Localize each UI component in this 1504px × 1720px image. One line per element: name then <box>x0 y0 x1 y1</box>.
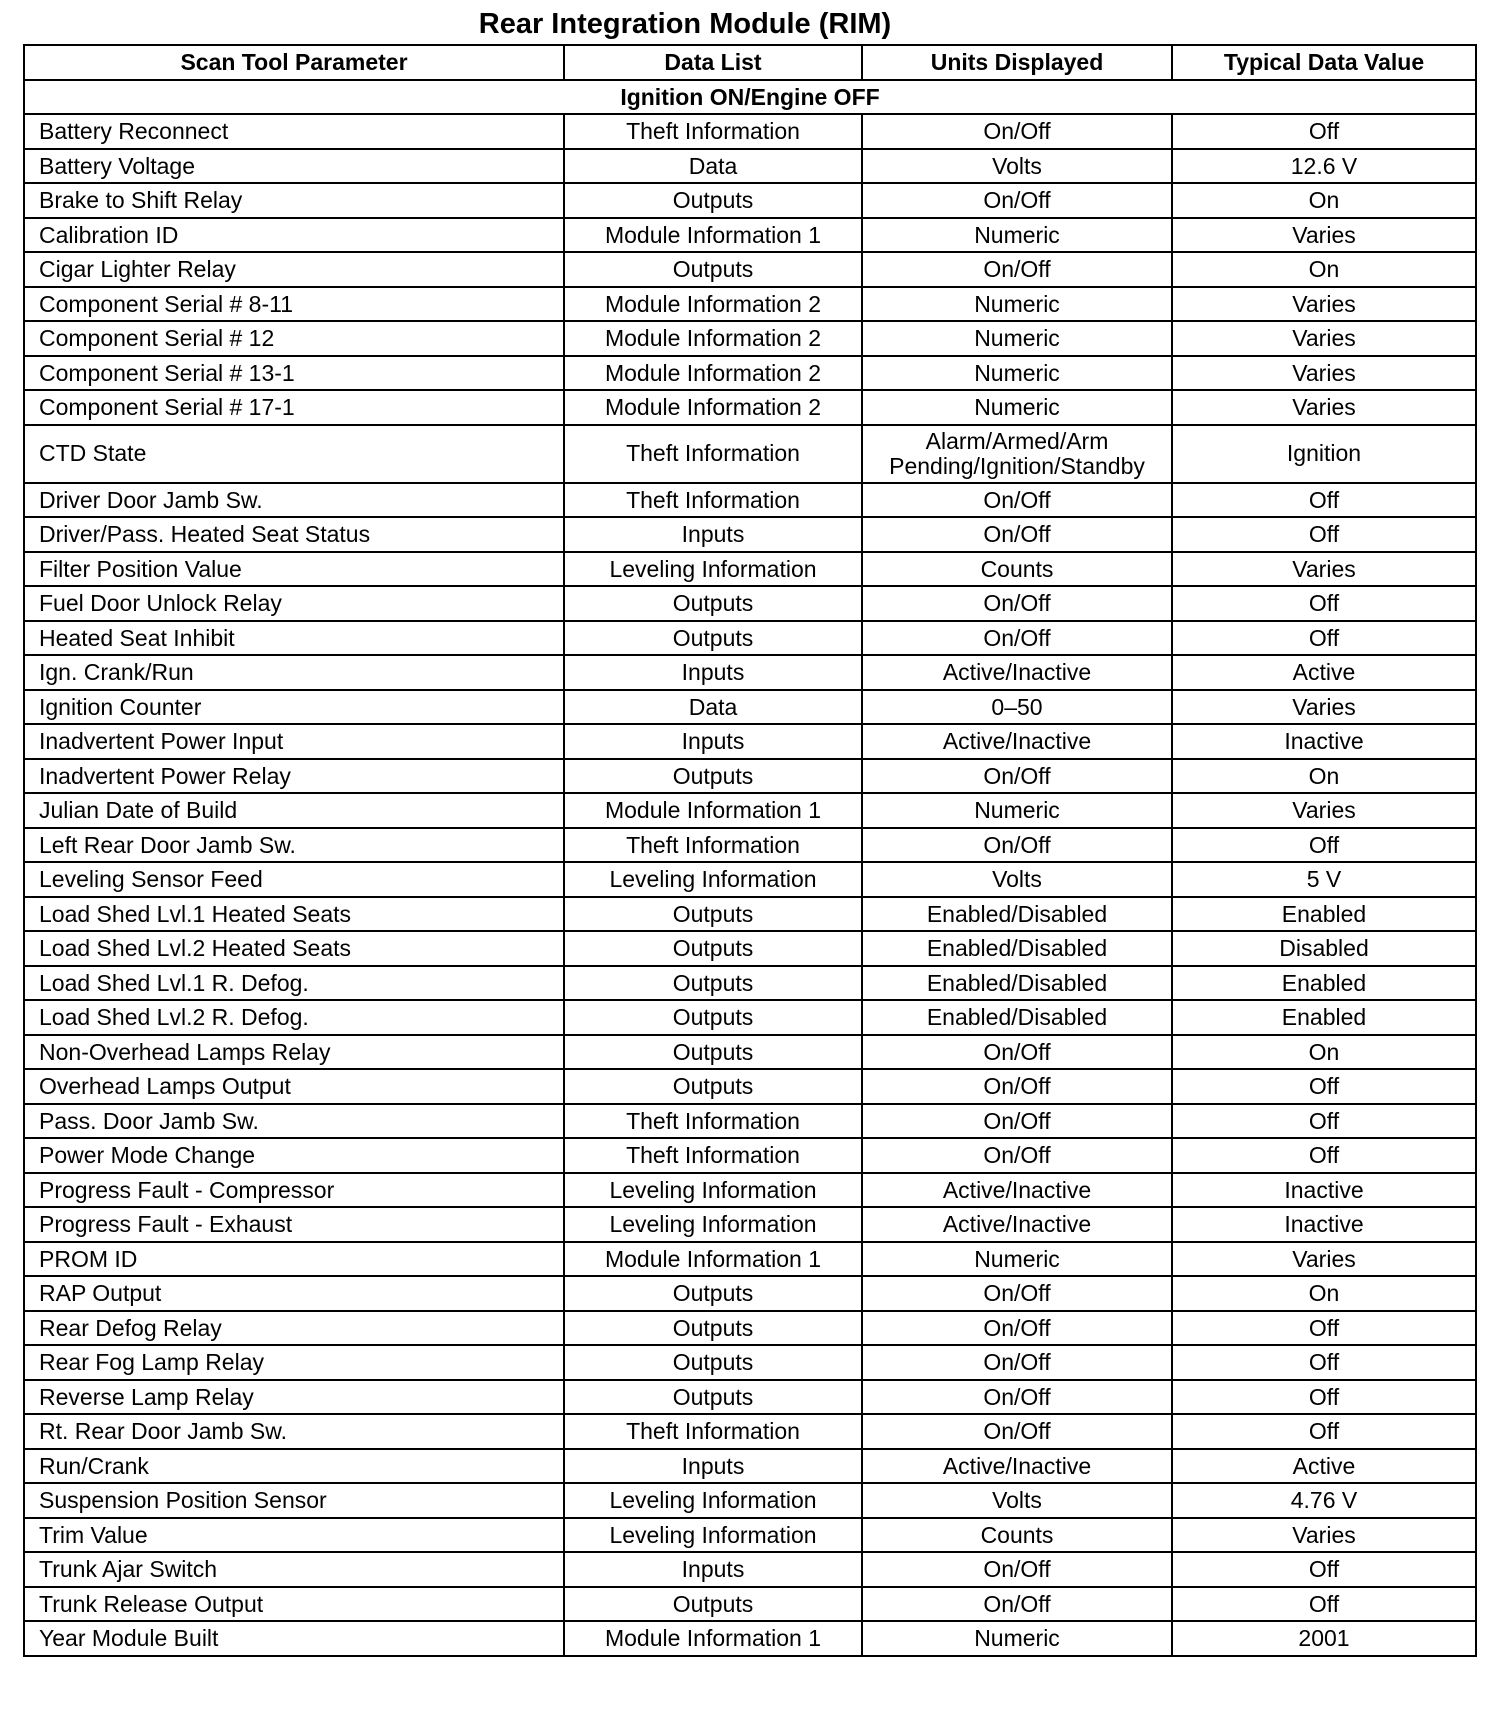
cell-units: On/Off <box>862 1345 1172 1380</box>
cell-data-list: Outputs <box>564 621 862 656</box>
cell-parameter: CTD State <box>24 425 564 483</box>
cell-data-list: Outputs <box>564 1587 862 1622</box>
table-row <box>24 1414 1476 1449</box>
cell-typical-value: Off <box>1172 1104 1476 1139</box>
header-data-list: Data List <box>564 45 862 80</box>
cell-parameter: Battery Voltage <box>24 149 564 184</box>
cell-parameter: Fuel Door Unlock Relay <box>24 586 564 621</box>
cell-data-list: Theft Information <box>564 1138 862 1173</box>
cell-typical-value: Enabled <box>1172 897 1476 932</box>
cell-units: Enabled/Disabled <box>862 931 1172 966</box>
cell-data-list: Outputs <box>564 1345 862 1380</box>
cell-data-list: Outputs <box>564 1276 862 1311</box>
cell-units: Numeric <box>862 1621 1172 1656</box>
cell-typical-value: Enabled <box>1172 966 1476 1001</box>
table-row <box>24 1138 1476 1173</box>
cell-typical-value: Varies <box>1172 321 1476 356</box>
table-row <box>24 1104 1476 1139</box>
cell-units: Active/Inactive <box>862 724 1172 759</box>
cell-typical-value: Off <box>1172 1414 1476 1449</box>
cell-units: Active/Inactive <box>862 1207 1172 1242</box>
table-row <box>24 1069 1476 1104</box>
table-row <box>24 1449 1476 1484</box>
cell-units: Enabled/Disabled <box>862 897 1172 932</box>
cell-parameter: Cigar Lighter Relay <box>24 252 564 287</box>
table-row <box>24 897 1476 932</box>
table-row <box>24 552 1476 587</box>
cell-units: On/Off <box>862 1552 1172 1587</box>
cell-units: On/Off <box>862 1276 1172 1311</box>
cell-units: On/Off <box>862 1380 1172 1415</box>
cell-parameter: Load Shed Lvl.2 R. Defog. <box>24 1000 564 1035</box>
table-row <box>24 621 1476 656</box>
cell-data-list: Inputs <box>564 724 862 759</box>
cell-units: Alarm/Armed/Arm Pending/Ignition/Standby <box>862 425 1172 483</box>
table-row <box>24 517 1476 552</box>
table-row <box>24 1621 1476 1656</box>
cell-data-list: Outputs <box>564 897 862 932</box>
cell-data-list: Outputs <box>564 759 862 794</box>
cell-parameter: PROM ID <box>24 1242 564 1277</box>
table-row <box>24 586 1476 621</box>
cell-typical-value: Active <box>1172 1449 1476 1484</box>
cell-units: Active/Inactive <box>862 1449 1172 1484</box>
cell-typical-value: Varies <box>1172 793 1476 828</box>
cell-parameter: Load Shed Lvl.1 R. Defog. <box>24 966 564 1001</box>
cell-typical-value: Ignition <box>1172 425 1476 483</box>
cell-data-list: Theft Information <box>564 483 862 518</box>
table-row <box>24 793 1476 828</box>
cell-parameter: Driver/Pass. Heated Seat Status <box>24 517 564 552</box>
table-row <box>24 828 1476 863</box>
cell-data-list: Outputs <box>564 252 862 287</box>
table-row <box>24 425 1476 483</box>
cell-units: On/Off <box>862 1138 1172 1173</box>
cell-typical-value: Off <box>1172 114 1476 149</box>
cell-units: Counts <box>862 1518 1172 1553</box>
parameter-table <box>23 44 1477 1657</box>
cell-typical-value: Inactive <box>1172 1173 1476 1208</box>
cell-typical-value: Enabled <box>1172 1000 1476 1035</box>
table-row <box>24 390 1476 425</box>
cell-typical-value: 2001 <box>1172 1621 1476 1656</box>
table-row <box>24 1276 1476 1311</box>
cell-data-list: Inputs <box>564 655 862 690</box>
cell-units: Volts <box>862 862 1172 897</box>
cell-units: Counts <box>862 552 1172 587</box>
cell-parameter: Load Shed Lvl.1 Heated Seats <box>24 897 564 932</box>
table-row <box>24 759 1476 794</box>
table-row <box>24 149 1476 184</box>
cell-parameter: Battery Reconnect <box>24 114 564 149</box>
cell-data-list: Leveling Information <box>564 552 862 587</box>
cell-typical-value: Varies <box>1172 218 1476 253</box>
cell-typical-value: Off <box>1172 517 1476 552</box>
table-row <box>24 655 1476 690</box>
cell-units: Numeric <box>862 793 1172 828</box>
cell-units: On/Off <box>862 1104 1172 1139</box>
cell-parameter: Component Serial # 8-11 <box>24 287 564 322</box>
cell-units: Volts <box>862 1483 1172 1518</box>
cell-parameter: Overhead Lamps Output <box>24 1069 564 1104</box>
cell-parameter: Trim Value <box>24 1518 564 1553</box>
cell-data-list: Theft Information <box>564 1414 862 1449</box>
cell-parameter: Julian Date of Build <box>24 793 564 828</box>
table-row <box>24 321 1476 356</box>
cell-data-list: Module Information 2 <box>564 356 862 391</box>
table-row <box>24 1483 1476 1518</box>
table-row <box>24 1518 1476 1553</box>
table-row <box>24 252 1476 287</box>
cell-data-list: Outputs <box>564 1035 862 1070</box>
cell-data-list: Module Information 1 <box>564 1242 862 1277</box>
header-scan-tool-parameter: Scan Tool Parameter <box>24 45 564 80</box>
cell-parameter: Inadvertent Power Relay <box>24 759 564 794</box>
cell-data-list: Outputs <box>564 966 862 1001</box>
cell-typical-value: Off <box>1172 1552 1476 1587</box>
cell-typical-value: Off <box>1172 586 1476 621</box>
cell-units: On/Off <box>862 517 1172 552</box>
cell-parameter: Component Serial # 17-1 <box>24 390 564 425</box>
cell-data-list: Theft Information <box>564 828 862 863</box>
section-label: Ignition ON/Engine OFF <box>24 80 1476 115</box>
cell-units: On/Off <box>862 1035 1172 1070</box>
cell-data-list: Inputs <box>564 517 862 552</box>
cell-typical-value: 12.6 V <box>1172 149 1476 184</box>
cell-parameter: Trunk Release Output <box>24 1587 564 1622</box>
cell-data-list: Theft Information <box>564 1104 862 1139</box>
cell-units: On/Off <box>862 586 1172 621</box>
cell-data-list: Module Information 2 <box>564 390 862 425</box>
cell-typical-value: Off <box>1172 1311 1476 1346</box>
table-row <box>24 1345 1476 1380</box>
cell-typical-value: Off <box>1172 1345 1476 1380</box>
cell-units: Enabled/Disabled <box>862 966 1172 1001</box>
cell-data-list: Outputs <box>564 931 862 966</box>
cell-units: Active/Inactive <box>862 1173 1172 1208</box>
cell-units: On/Off <box>862 252 1172 287</box>
cell-parameter: Pass. Door Jamb Sw. <box>24 1104 564 1139</box>
cell-data-list: Module Information 1 <box>564 218 862 253</box>
cell-parameter: Rear Defog Relay <box>24 1311 564 1346</box>
cell-typical-value: Off <box>1172 1138 1476 1173</box>
table-row <box>24 1207 1476 1242</box>
cell-parameter: Driver Door Jamb Sw. <box>24 483 564 518</box>
cell-typical-value: Inactive <box>1172 1207 1476 1242</box>
table-row <box>24 183 1476 218</box>
cell-typical-value: Off <box>1172 1069 1476 1104</box>
table-row <box>24 1380 1476 1415</box>
cell-parameter: Rt. Rear Door Jamb Sw. <box>24 1414 564 1449</box>
cell-parameter: Non-Overhead Lamps Relay <box>24 1035 564 1070</box>
cell-units: Numeric <box>862 1242 1172 1277</box>
table-row <box>24 218 1476 253</box>
cell-typical-value: Varies <box>1172 356 1476 391</box>
cell-units: On/Off <box>862 759 1172 794</box>
cell-parameter: Suspension Position Sensor <box>24 1483 564 1518</box>
table-row <box>24 1242 1476 1277</box>
cell-data-list: Leveling Information <box>564 1207 862 1242</box>
table-row <box>24 287 1476 322</box>
cell-parameter: Load Shed Lvl.2 Heated Seats <box>24 931 564 966</box>
cell-parameter: Ign. Crank/Run <box>24 655 564 690</box>
cell-units: On/Off <box>862 114 1172 149</box>
header-units-displayed: Units Displayed <box>862 45 1172 80</box>
cell-parameter: Brake to Shift Relay <box>24 183 564 218</box>
cell-data-list: Leveling Information <box>564 1173 862 1208</box>
table-row <box>24 356 1476 391</box>
cell-typical-value: Varies <box>1172 1242 1476 1277</box>
cell-units: On/Off <box>862 1069 1172 1104</box>
cell-typical-value: Varies <box>1172 390 1476 425</box>
table-row <box>24 1311 1476 1346</box>
cell-typical-value: On <box>1172 1035 1476 1070</box>
cell-data-list: Leveling Information <box>564 1518 862 1553</box>
page-title: Rear Integration Module (RIM) <box>478 8 892 40</box>
cell-data-list: Inputs <box>564 1552 862 1587</box>
cell-parameter: Leveling Sensor Feed <box>24 862 564 897</box>
cell-units: Numeric <box>862 321 1172 356</box>
cell-data-list: Module Information 2 <box>564 287 862 322</box>
cell-typical-value: Varies <box>1172 690 1476 725</box>
header-row <box>24 45 1476 80</box>
cell-parameter: Component Serial # 13-1 <box>24 356 564 391</box>
cell-parameter: Progress Fault - Exhaust <box>24 1207 564 1242</box>
cell-parameter: Left Rear Door Jamb Sw. <box>24 828 564 863</box>
cell-data-list: Leveling Information <box>564 862 862 897</box>
table-row <box>24 483 1476 518</box>
cell-data-list: Outputs <box>564 1069 862 1104</box>
section-row <box>24 80 1476 115</box>
cell-units: 0–50 <box>862 690 1172 725</box>
cell-typical-value: On <box>1172 252 1476 287</box>
cell-units: On/Off <box>862 1587 1172 1622</box>
cell-typical-value: On <box>1172 759 1476 794</box>
cell-parameter: Heated Seat Inhibit <box>24 621 564 656</box>
cell-parameter: Rear Fog Lamp Relay <box>24 1345 564 1380</box>
cell-units: Numeric <box>862 287 1172 322</box>
cell-data-list: Outputs <box>564 1000 862 1035</box>
cell-data-list: Theft Information <box>564 114 862 149</box>
cell-units: Numeric <box>862 390 1172 425</box>
cell-typical-value: Off <box>1172 828 1476 863</box>
table-row <box>24 966 1476 1001</box>
cell-data-list: Outputs <box>564 1311 862 1346</box>
cell-parameter: Ignition Counter <box>24 690 564 725</box>
table-row <box>24 1552 1476 1587</box>
cell-parameter: Inadvertent Power Input <box>24 724 564 759</box>
cell-parameter: Progress Fault - Compressor <box>24 1173 564 1208</box>
cell-units: Enabled/Disabled <box>862 1000 1172 1035</box>
cell-data-list: Theft Information <box>564 425 862 483</box>
cell-parameter: Filter Position Value <box>24 552 564 587</box>
cell-typical-value: Inactive <box>1172 724 1476 759</box>
cell-units: Numeric <box>862 218 1172 253</box>
cell-data-list: Module Information 1 <box>564 1621 862 1656</box>
cell-units: On/Off <box>862 483 1172 518</box>
table-row <box>24 862 1476 897</box>
cell-typical-value: Varies <box>1172 287 1476 322</box>
cell-data-list: Leveling Information <box>564 1483 862 1518</box>
cell-typical-value: Varies <box>1172 552 1476 587</box>
cell-data-list: Outputs <box>564 1380 862 1415</box>
cell-units: Active/Inactive <box>862 655 1172 690</box>
cell-typical-value: On <box>1172 1276 1476 1311</box>
cell-typical-value: Disabled <box>1172 931 1476 966</box>
cell-parameter: Run/Crank <box>24 1449 564 1484</box>
table-row <box>24 1173 1476 1208</box>
table-row <box>24 931 1476 966</box>
cell-typical-value: Off <box>1172 621 1476 656</box>
cell-parameter: Power Mode Change <box>24 1138 564 1173</box>
table-row <box>24 1000 1476 1035</box>
table-body <box>24 80 1476 1656</box>
cell-data-list: Outputs <box>564 183 862 218</box>
cell-parameter: Component Serial # 12 <box>24 321 564 356</box>
header-typical-data-value: Typical Data Value <box>1172 45 1476 80</box>
table-row <box>24 690 1476 725</box>
cell-typical-value: On <box>1172 183 1476 218</box>
cell-typical-value: Active <box>1172 655 1476 690</box>
cell-data-list: Data <box>564 149 862 184</box>
table-row <box>24 1587 1476 1622</box>
cell-data-list: Outputs <box>564 586 862 621</box>
cell-typical-value: Off <box>1172 483 1476 518</box>
cell-typical-value: Off <box>1172 1587 1476 1622</box>
cell-data-list: Inputs <box>564 1449 862 1484</box>
cell-units: Numeric <box>862 356 1172 391</box>
cell-units: On/Off <box>862 828 1172 863</box>
cell-parameter: Trunk Ajar Switch <box>24 1552 564 1587</box>
cell-data-list: Module Information 1 <box>564 793 862 828</box>
cell-units: On/Off <box>862 183 1172 218</box>
cell-parameter: RAP Output <box>24 1276 564 1311</box>
table-row <box>24 1035 1476 1070</box>
cell-units: On/Off <box>862 1311 1172 1346</box>
cell-units: On/Off <box>862 621 1172 656</box>
cell-parameter: Calibration ID <box>24 218 564 253</box>
cell-units: Volts <box>862 149 1172 184</box>
cell-data-list: Data <box>564 690 862 725</box>
cell-data-list: Module Information 2 <box>564 321 862 356</box>
cell-typical-value: Off <box>1172 1380 1476 1415</box>
cell-typical-value: 4.76 V <box>1172 1483 1476 1518</box>
cell-parameter: Reverse Lamp Relay <box>24 1380 564 1415</box>
cell-units: On/Off <box>862 1414 1172 1449</box>
cell-typical-value: Varies <box>1172 1518 1476 1553</box>
table-row <box>24 114 1476 149</box>
table-row <box>24 724 1476 759</box>
cell-typical-value: 5 V <box>1172 862 1476 897</box>
cell-parameter: Year Module Built <box>24 1621 564 1656</box>
